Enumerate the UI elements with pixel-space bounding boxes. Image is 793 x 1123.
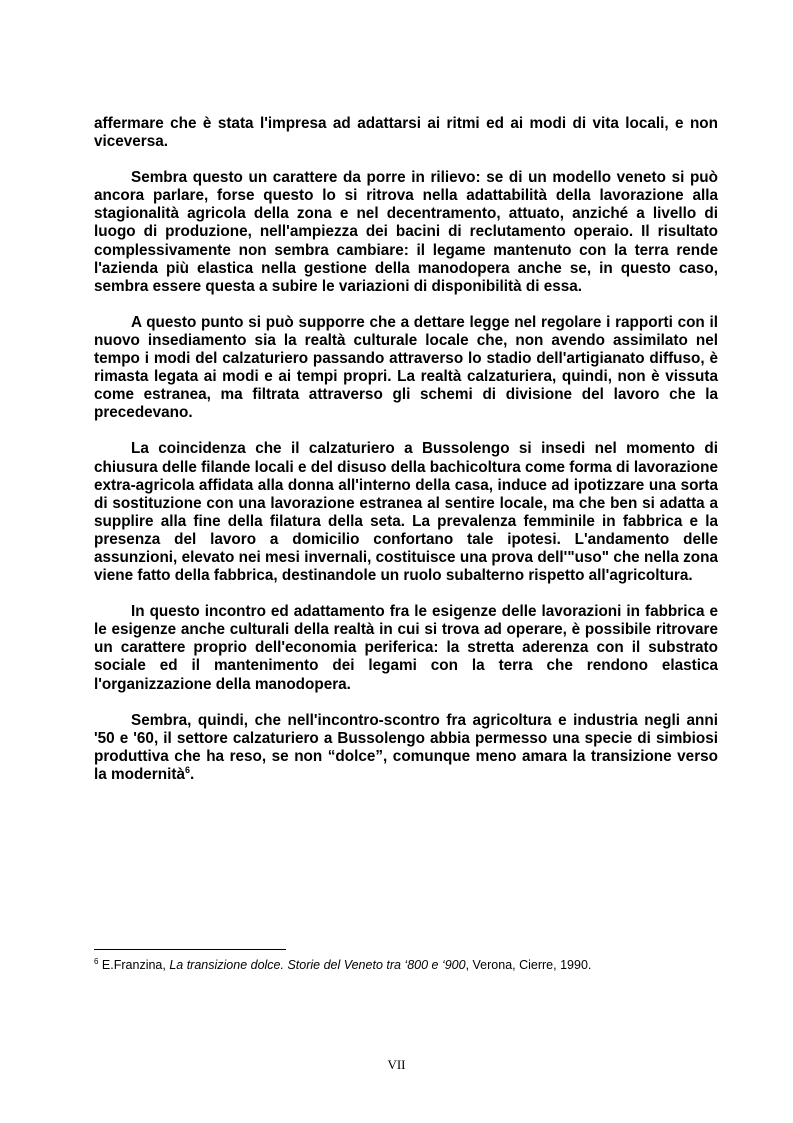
footnote-author: E.Franzina, [98, 958, 170, 972]
footnote-number: 6 [94, 956, 99, 966]
paragraph-1: affermare che è stata l'impresa ad adattarsi ai ritmi ed ai modi di vita locali, e non viceversa. [94, 115, 718, 151]
paragraph-6 [94, 712, 718, 784]
paragraph-6-text: Sembra, quindi, che nell'incontro-scontro fra agricoltura e industria negli anni '50 e '60, il settore calzaturiero a Bussolengo abbia permesso una specie di simbiosi produttiva che ha reso, se non “dolce”, comunque meno amara la transizione verso la modernità [94, 711, 718, 783]
footnote-title: La transizione dolce. Storie del Veneto tra ‘800 e ‘900 [169, 958, 466, 972]
page-number: VII [387, 1057, 406, 1072]
paragraph-3: A questo punto si può supporre che a dettare legge nel regolare i rapporti con il nuovo insediamento sia la realtà culturale locale che, non avendo assimilato nel tempo i modi del calzaturiero passando attraverso lo stadio dell'artigianato diffuso, è rimasta legata ai modi e ai tempi propri. La realtà calzaturiera, quindi, non è vissuta come estranea, ma filtrata attraverso gli schemi di divisione del lavoro che la precedevano. [94, 313, 718, 422]
paragraph-2: Sembra questo un carattere da porre in rilievo: se di un modello veneto si può ancora parlare, forse questo lo si ritrova nella adattabilità della lavorazione alla stagionalità agricola della zona e nel decentramento, attuato, anziché a livello di luogo di produzione, nell'ampiezza dei bacini di reclutamento operaio. Il risultato complessivamente non sembra cambiare: il legame mantenuto con la terra rende l'azienda più elastica nella gestione della manodopera anche se, in questo caso, sembra essere questa a subire le variazioni di disponibilità di essa. [94, 169, 718, 295]
paragraph-4: La coincidenza che il calzaturiero a Bussolengo si insedi nel momento di chiusura delle filande locali e del disuso della bachicoltura come forma di lavorazione extra-agricola affidata alla donna all'interno della casa, induce ad ipotizzare una sorta di sostituzione con una lavorazione estranea al sentire locale, ma che ben si adatta a supplire alla fine della filatura della seta. La prevalenza femminile in fabbrica e la presenza del lavoro a domicilio confortano tale ipotesi. L'andamento delle assunzioni, elevato nei mesi invernali, costituisce una prova dell'"uso" che nella zona viene fatto della fabbrica, destinandole un ruolo subalterno rispetto all'agricoltura. [94, 440, 718, 585]
footnote-reference[interactable]: 6 [184, 764, 190, 775]
footnote-separator [94, 949, 286, 950]
footnote [94, 957, 718, 973]
footnote-details: , Verona, Cierre, 1990. [465, 958, 592, 972]
main-text [94, 115, 718, 802]
paragraph-6-end: . [189, 765, 195, 783]
paragraph-5: In questo incontro ed adattamento fra le esigenze delle lavorazioni in fabbrica e le esigenze anche culturali della realtà in cui si trova ad operare, è possibile ritrovare un carattere proprio dell'economia periferica: la stretta aderenza con il substrato sociale ed il mantenimento dei legami con la terra che rendono elastica l'organizzazione della manodopera. [94, 603, 718, 693]
